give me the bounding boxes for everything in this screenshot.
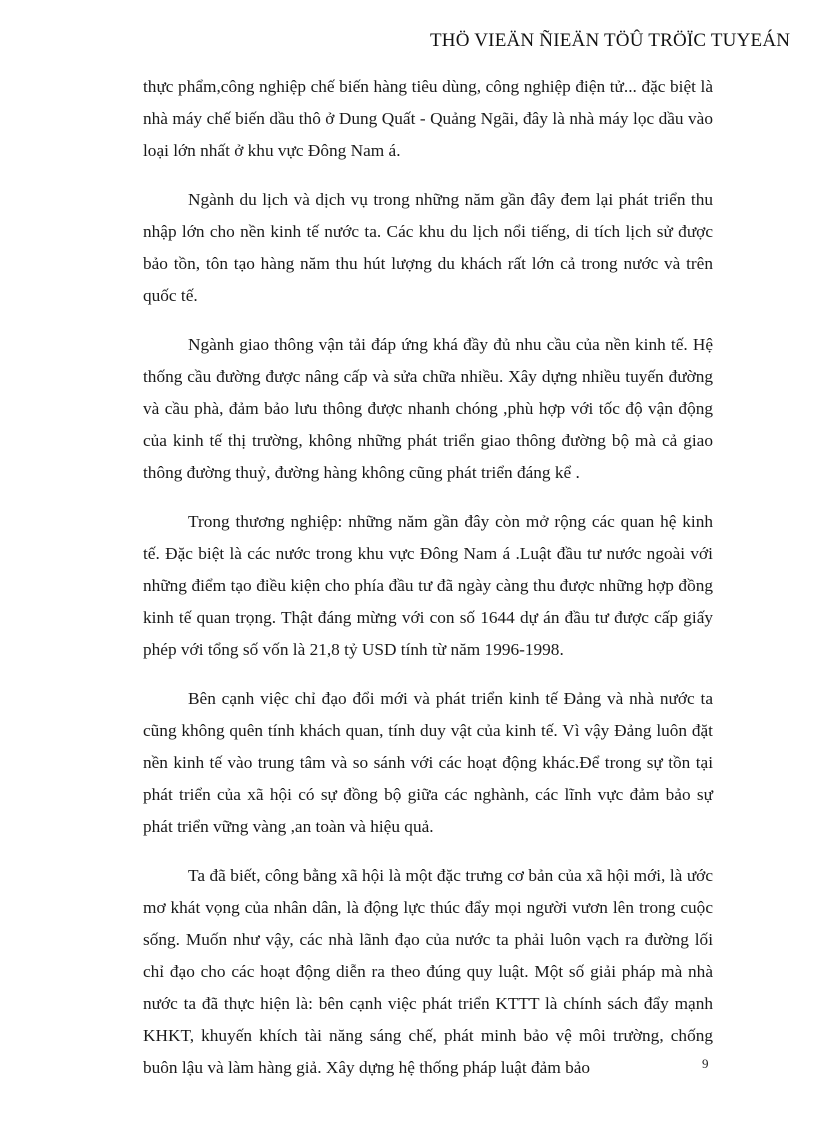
paragraph-tourism: Ngành du lịch và dịch vụ trong những năm gần đây đem lại phát triển thu nhập lớn cho nền kinh tế nước ta. Các khu du lịch nổi tiếng, di tích lịch sử được bảo tồn, tôn tạo hàng năm thu hút lượng du khách rất lớn cả trong nước và trên quốc tế. (143, 190, 713, 305)
paragraph-industry-continued: thực phẩm,công nghiệp chế biến hàng tiêu dùng, công nghiệp điện tử... đặc biệt là nhà máy chế biến dầu thô ở Dung Quất - Quảng Ngãi, đây là nhà máy lọc dầu vào loại lớn nhất ở khu vực Đông Nam á. (143, 77, 713, 160)
paragraph-commerce: Trong thương nghiệp: những năm gần đây còn mở rộng các quan hệ kinh tế. Đặc biệt là các nước trong khu vực Đông Nam á .Luật đầu tư nước ngoài với những điểm tạo điều kiện cho phía đầu tư đã ngày càng thu được những hợp đồng kinh tế quan trọng. Thật đáng mừng với con số 1644 dự án đầu tư được cấp giấy phép với tổng số vốn là 21,8 tỷ USD tính từ năm 1996-1998. (143, 512, 713, 659)
document-body (143, 71, 713, 1101)
paragraph-social-equity: Ta đã biết, công bằng xã hội là một đặc trưng cơ bản của xã hội mới, là ước mơ khát vọng của nhân dân, là động lực thúc đẩy mọi người vươn lên trong cuộc sống. Muốn như vậy, các nhà lãnh đạo của nước ta phải luôn vạch ra đường lối chỉ đạo cho các hoạt động diễn ra theo đúng quy luật. Một số giải pháp mà nhà nước ta đã thực hiện là: bên cạnh việc phát triển KTTT là chính sách đẩy mạnh KHKT, khuyến khích tài năng sáng chế, phát minh bảo vệ môi trường, chống buôn lậu và làm hàng giả. Xây dựng hệ thống pháp luật đảm bảo (143, 866, 713, 1077)
paragraph-transport: Ngành giao thông vận tải đáp ứng khá đầy đủ nhu cầu của nền kinh tế. Hệ thống cầu đường được nâng cấp và sửa chữa nhiều. Xây dựng nhiều tuyến đường và cầu phà, đảm bảo lưu thông được nhanh chóng ,phù hợp với tốc độ vận động của kinh tế thị trường, không những phát triển giao thông đường bộ mà cả giao thông đường thuỷ, đường hàng không cũng phát triển đáng kể . (143, 335, 713, 482)
page-number: 9 (702, 1056, 709, 1071)
page-header-title: THÖ VIEÄN ÑIEÄN TÖÛ TRÖÏC TUYEÁN (430, 30, 791, 51)
paragraph-economic-guidance: Bên cạnh việc chỉ đạo đổi mới và phát triển kinh tế Đảng và nhà nước ta cũng không quên tính khách quan, tính duy vật của kinh tế. Vì vậy Đảng luôn đặt nền kinh tế vào trung tâm và so sánh với các hoạt động khác.Để trong sự tồn tại phát triển của xã hội có sự đồng bộ giữa các nghành, các lĩnh vực đảm bảo sự phát triển vững vàng ,an toàn và hiệu quả. (143, 689, 713, 836)
